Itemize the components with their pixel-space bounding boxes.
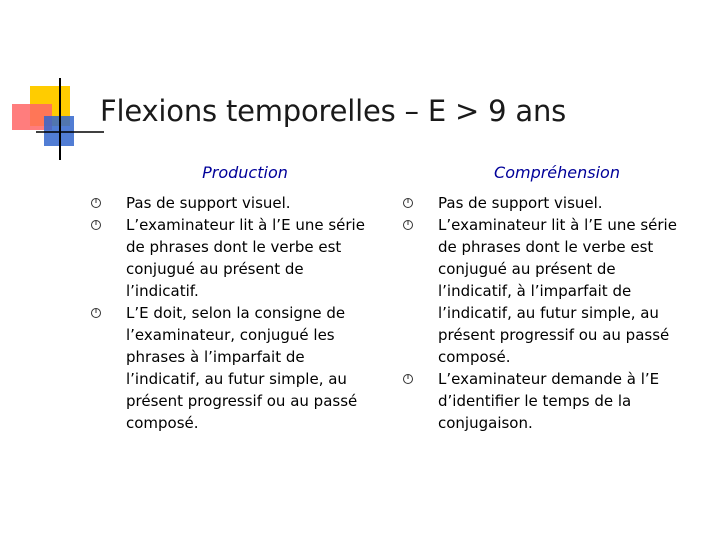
list-item-text: L’examinateur lit à l’E une série de phrases dont le verbe est conjugué au présent de l’indicatif, à l’imparfait de l’indicatif, au futur simple, au présent progressif ou au passé composé.	[438, 216, 677, 366]
comprehension-heading: Compréhension	[494, 163, 620, 182]
list-item	[100, 192, 376, 214]
production-heading: Production	[202, 163, 288, 182]
list-item-text: L’E doit, selon la consigne de l’examinateur, conjugué les phrases à l’imparfait de l’indicatif, au futur simple, au présent progressif ou au passé composé.	[126, 304, 358, 432]
circle-bullet-icon	[402, 197, 414, 209]
list-item	[412, 214, 688, 368]
circle-bullet-icon	[402, 219, 414, 231]
list-item-text: L’examinateur lit à l’E une série de phrases dont le verbe est conjugué au présent de l’indicatif.	[126, 216, 365, 300]
production-list	[100, 192, 380, 434]
list-item-text: Pas de support visuel.	[438, 194, 603, 212]
circle-bullet-icon	[402, 373, 414, 385]
list-item	[412, 368, 688, 434]
circle-bullet-icon	[90, 219, 102, 231]
production-column	[100, 160, 380, 434]
list-item	[412, 192, 688, 214]
slide-title: Flexions temporelles – E > 9 ans	[100, 94, 567, 128]
comprehension-list	[412, 192, 692, 434]
comprehension-column	[412, 160, 692, 434]
list-item-text: Pas de support visuel.	[126, 194, 291, 212]
title-decoration	[0, 0, 110, 170]
list-item	[100, 302, 376, 434]
list-item-text: L’examinateur demande à l’E d’identifier le temps de la conjugaison.	[438, 370, 660, 432]
list-item	[100, 214, 376, 302]
circle-bullet-icon	[90, 197, 102, 209]
circle-bullet-icon	[90, 307, 102, 319]
